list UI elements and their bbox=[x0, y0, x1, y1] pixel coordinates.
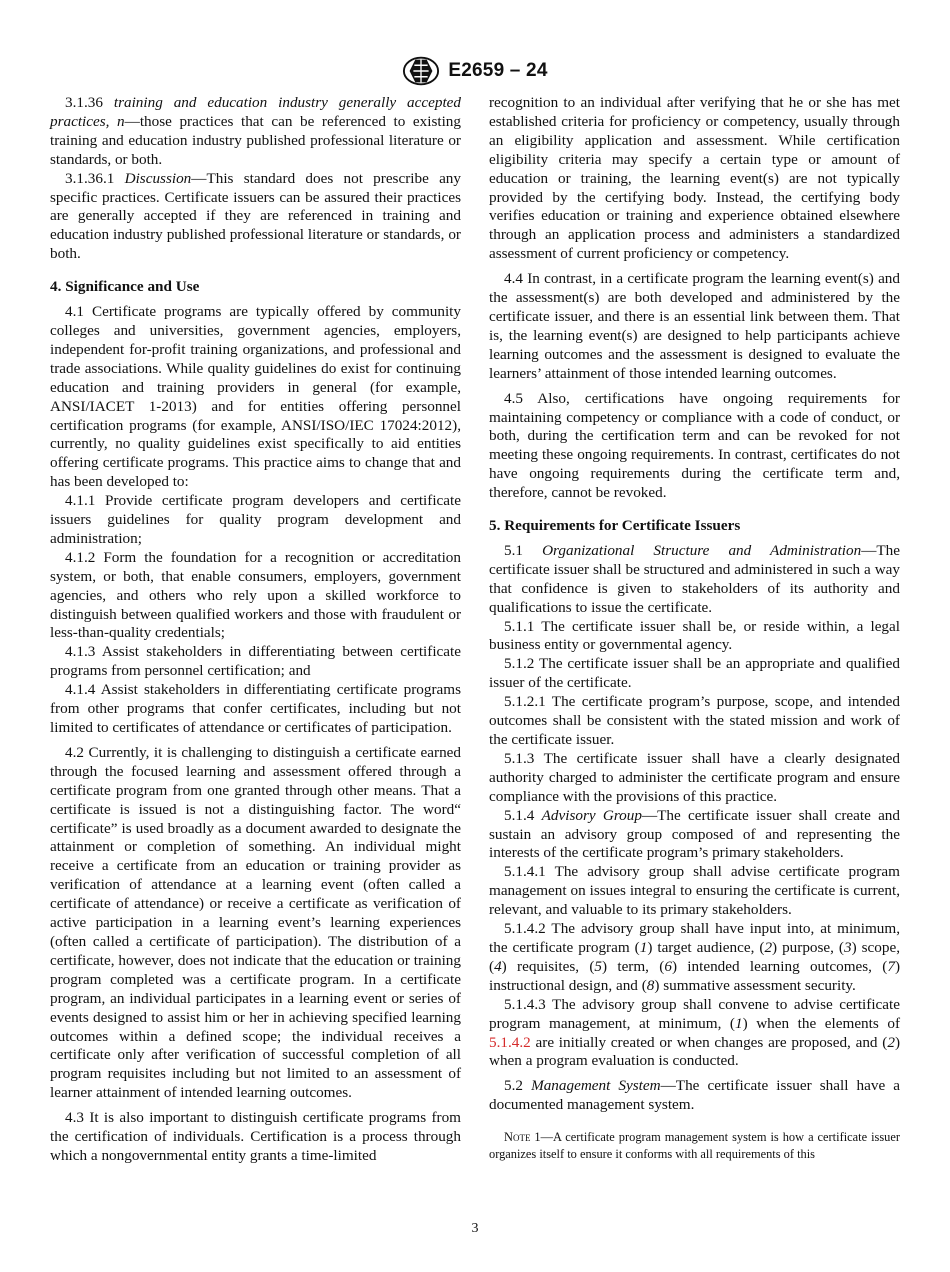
note-1: Note 1—A certificate program management system is how a certificate issuer organizes itself to ensure it conforms with all requirements of this bbox=[489, 1130, 900, 1161]
para-4-4: 4.4 In contrast, in a certificate program the learning event(s) and the assessment(s) are both developed and administered by the certificate issuer, and there is an essential link between them. That is, the learning event(s) are designed to help participants achieve learning outcomes and the assessment is designed to evaluate the learners’ attainment of those intended learning outcomes. bbox=[489, 270, 900, 382]
para-4-1-4: 4.1.4 Assist stakeholders in differentiating certificate programs from other programs that confer certificates, including but not limited to certificates of attendance or certificates of participation. bbox=[50, 681, 461, 736]
para-5-1-4-3: 5.1.4.3 The advisory group shall convene to advise certificate program management, at minimum, (1) when the elements of 5.1.4.2 are initially created or when changes are proposed, and (2) when a program evaluation is conducted. bbox=[489, 995, 900, 1070]
page-number: 3 bbox=[471, 1221, 479, 1236]
para-4-1-2: 4.1.2 Form the foundation for a recognition or accreditation system, or both, that enable consumers, employers, government agencies, and others who rely upon a skilled workforce to distinguish between qualified workers and those with fraudulent or less-than-quality credentials; bbox=[50, 548, 461, 642]
page-header bbox=[0, 52, 950, 90]
para-4-2: 4.2 Currently, it is challenging to distinguish a certificate earned through the focused learning and assessment offered through a certificate program from one granted through other means. That a certificate is issued is not a distinguishing factor. The word“ certificate” is used broadly as a document awarded to designate the attainment or completion of something. An individual might receive a certificate from an education or training provider as verification of attendance at a learning event (often called a certificate of attendance) or receive a certificate as verification of active participation in a learning event’s learning experiences (often called a certificate of participation). The distribution of a certificate, however, does not indicate that the education or training program completed was a certificate program. In a certificate program, an individual participates in a learning event or series of events designed to assist him or her in achieving specified learning outcomes within a defined scope; the individual receives a certificate only after verification of successful completion of all program requisites including but not limited to an assessment of learner attainment of intended learning outcomes. bbox=[50, 743, 461, 1102]
para-5-2: 5.2 Management System—The certificate issuer shall have a documented management system. bbox=[489, 1077, 901, 1114]
para-5-1-4-2: 5.1.4.2 The advisory group shall have input into, at minimum, the certificate program (1) target audience, (2) purpose, (3) scope, (4) requisites, (5) term, (6) intended learning outcomes, (7) instructional design, and (8) summative assessment security. bbox=[489, 920, 901, 994]
para-4-1: 4.1 Certificate programs are typically offered by community colleges and universities, government agencies, employers, independent for-profit training organizations, and professional and trade associations. While quality guidelines do exist for continuing education and training providers in general (for example, ANSI/IACET 1-2013) and for entities offering personnel certification programs (for example, ANSI/ISO/IEC 17024:2012), currently, no quality guidelines exist specifically to aid entities offering certificate programs. This practice aims to change that and has been developed to: bbox=[50, 303, 461, 491]
right-column bbox=[489, 94, 900, 1162]
para-5-1: 5.1 Organizational Structure and Administration—The certificate issuer shall be structured and administered in such a way that confidence is given to stakeholders of its authority and qualifications to issue the certificate. bbox=[489, 541, 901, 616]
para-5-1-1: 5.1.1 The certificate issuer shall be, or reside within, a legal business entity or governmental agency. bbox=[489, 617, 900, 654]
astm-logo-icon bbox=[402, 52, 440, 90]
para-4-1-3: 4.1.3 Assist stakeholders in differentiating between certificate programs from personnel certification; and bbox=[50, 643, 461, 680]
para-5-1-4-1: 5.1.4.1 The advisory group shall advise certificate program management on issues integral to ensuring the certificate is current, relevant, and valuable to its primary stakeholders. bbox=[489, 863, 900, 919]
para-4-1-1: 4.1.1 Provide certificate program developers and certificate issuers guidelines for quality program development and administration; bbox=[50, 492, 461, 547]
para-5-1-2-1: 5.1.2.1 The certificate program’s purpose, scope, and intended outcomes shall be consistent with the stated mission and work of the certificate issuer. bbox=[489, 693, 900, 748]
para-5-1-2: 5.1.2 The certificate issuer shall be an appropriate and qualified issuer of the certificate. bbox=[489, 655, 900, 692]
para-3-1-36-1: 3.1.36.1 Discussion—This standard does not prescribe any specific practices. Certificate issuers can be assured their practices are generally accepted if they are referenced in training and education industry published professional literature or standards, or both. bbox=[50, 169, 461, 263]
section-4-heading: 4. Significance and Use bbox=[50, 278, 200, 296]
para-4-3: 4.3 It is also important to distinguish certificate programs from the certification of individuals. Certification is a process through which a nongovernmental entity grants a time-limited bbox=[50, 1109, 461, 1164]
para-5-1-4: 5.1.4 Advisory Group—The certificate issuer shall create and sustain an advisory group composed of and representing the interests of the certificate program’s primary stakeholders. bbox=[489, 806, 900, 862]
standard-designation: E2659 – 24 bbox=[448, 60, 548, 81]
para-3-1-36: 3.1.36 training and education industry generally accepted practices, n—those practices that can be referenced to existing training and education industry published professional literature or standards, or both. bbox=[50, 94, 462, 168]
section-5-heading: 5. Requirements for Certificate Issuers bbox=[489, 517, 741, 535]
para-5-1-3: 5.1.3 The certificate issuer shall have a clearly designated authority charged to administer the certificate program and ensure compliance with the provisions of this practice. bbox=[489, 749, 900, 805]
para-4-5: 4.5 Also, certifications have ongoing requirements for maintaining competency or compliance with a code of conduct, or both, during the certification term and can be revoked for not meeting these ongoing requirements. In contrast, certificates do not have ongoing requirements during the certificate term and, therefore, cannot be revoked. bbox=[489, 389, 900, 502]
para-4-3-continued: recognition to an individual after verifying that he or she has met established criteria for proficiency or competency, usually through an eligibility application and assessment. While certification eligibility criteria may specify a certain type or amount of education or training, the learning event(s) are not typically provided by the certifying body. Instead, the certifying body verifies education or training and experience obtained elsewhere through an application process and administers a standardized assessment of current proficiency or competency. bbox=[489, 94, 900, 263]
section-link-5-1-4-2[interactable]: 5.1.4.2 bbox=[489, 1033, 531, 1051]
left-column bbox=[50, 94, 461, 1166]
